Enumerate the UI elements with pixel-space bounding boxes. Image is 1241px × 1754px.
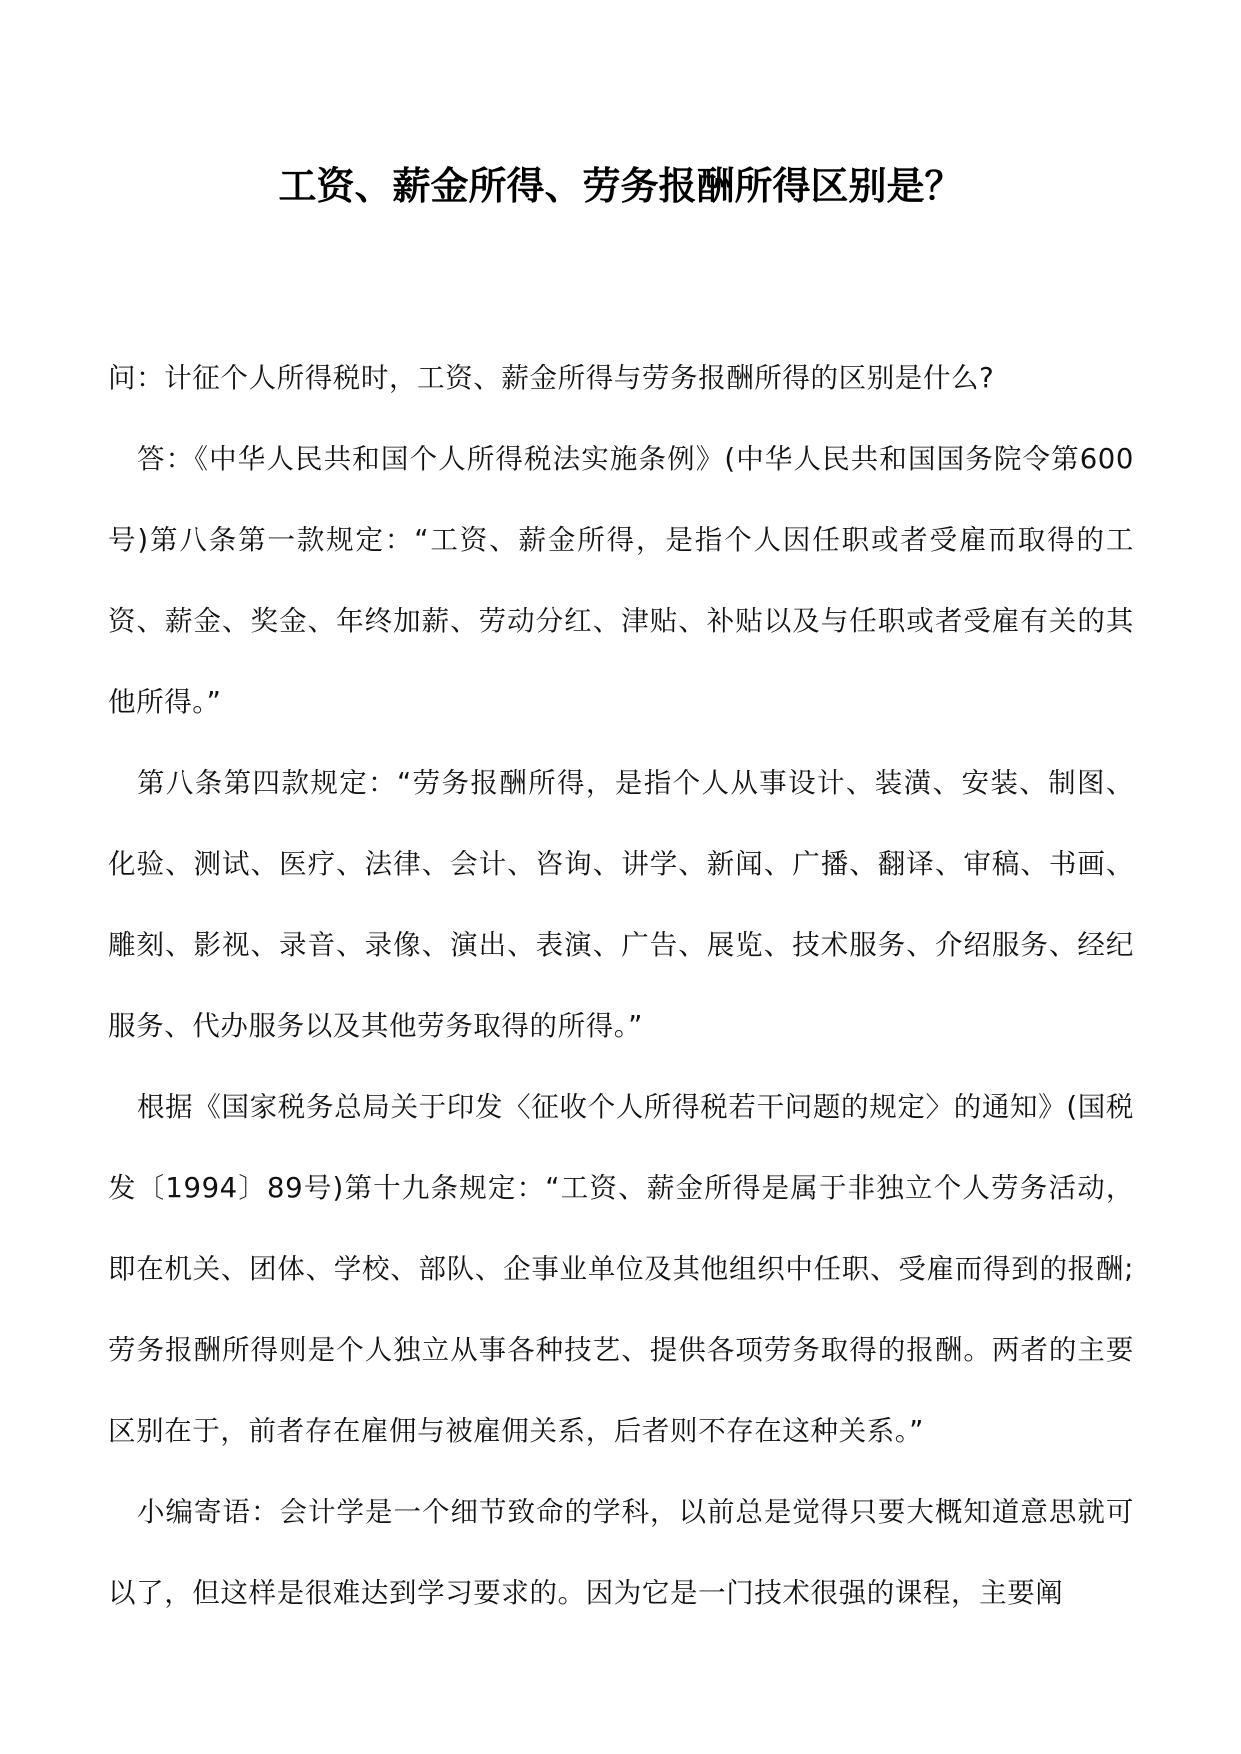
answer-paragraph: 答：《中华人民共和国个人所得税法实施条例》(中华人民共和国国务院令第600号)第八条第一款规定：“工资、薪金所得，是指个人因任职或者受雇而取得的工资、薪金、奖金、年终加薪、劳动分红、津贴、补贴以及与任职或者受雇有关的其他所得。” <box>108 443 1134 718</box>
editor-note-paragraph: 小编寄语：会计学是一个细节致命的学科，以前总是觉得只要大概知道意思就可以了，但这样是很难达到学习要求的。因为它是一门技术很强的课程，主要阐 <box>108 1496 1134 1609</box>
article-8-clause-4-paragraph: 第八条第四款规定：“劳务报酬所得，是指个人从事设计、装潢、安装、制图、化验、测试、医疗、法律、会计、咨询、讲学、新闻、广播、翻译、审稿、书画、雕刻、影视、录音、录像、演出、表演、广告、展览、技术服务、介绍服务、经纪服务、代办服务以及其他劳务取得的所得。” <box>108 767 1134 1042</box>
document-title: 工资、薪金所得、劳务报酬所得区别是？ <box>278 163 963 208</box>
document-body <box>108 338 1134 1634</box>
question-paragraph: 问：计征个人所得税时，工资、薪金所得与劳务报酬所得的区别是什么? <box>108 362 995 394</box>
notice-paragraph: 根据《国家税务总局关于印发〈征收个人所得税若干问题的规定〉的通知》(国税发〔1994〕89号)第十九条规定：“工资、薪金所得是属于非独立个人劳务活动，即在机关、团体、学校、部队、企事业单位及其他组织中任职、受雇而得到的报酬;劳务报酬所得则是个人独立从事各种技艺、提供各项劳务取得的报酬。两者的主要区别在于，前者存在雇佣与被雇佣关系，后者则不存在这种关系。” <box>108 1091 1134 1447</box>
